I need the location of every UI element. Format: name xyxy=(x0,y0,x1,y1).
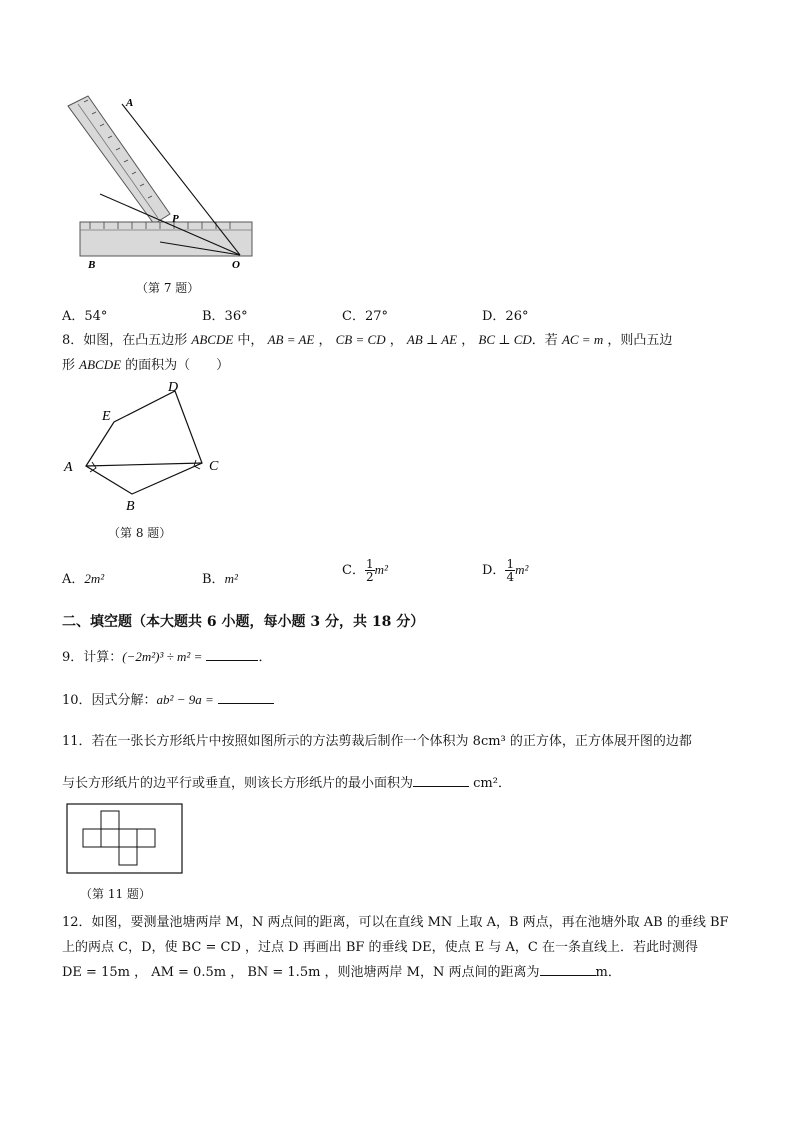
q8-line2: 形 ABCDE 的面积为（ ） xyxy=(62,357,230,373)
label-E: E xyxy=(102,409,111,424)
q8-figure xyxy=(62,376,232,516)
q12-line2: 上的两点 C，D，使 BC = CD ，过点 D 再画出 BF 的垂线 DE，使点 E 与 A，C 在一条直线上．若此时测得 xyxy=(62,940,698,955)
pentagon xyxy=(86,391,202,494)
label-C: C xyxy=(209,459,219,474)
cube-net xyxy=(83,811,155,865)
label-A: A xyxy=(64,460,73,475)
q8-option-d: D． $\frac{1}{4}$ m² xyxy=(482,557,529,584)
q8-caption: （第 8 题） xyxy=(108,526,172,540)
q9-answer-blank[interactable] xyxy=(206,648,258,661)
q7-option-c: C．27° xyxy=(342,309,388,324)
diagonal-AC xyxy=(86,463,202,466)
label-B: B xyxy=(88,259,96,271)
label-D: D xyxy=(168,380,179,395)
q7-figure xyxy=(60,92,260,272)
q11-line2: 与长方形纸片的边平行或垂直，则该长方形纸片的最小面积为 cm²． xyxy=(62,776,511,791)
q11-figure xyxy=(66,803,184,875)
q10-answer-blank[interactable] xyxy=(218,691,274,704)
q8-option-a: A．2m² xyxy=(62,571,105,587)
label-O: O xyxy=(232,259,240,271)
q7-option-b: B．36° xyxy=(202,309,248,324)
section-heading: 二、填空题（本大题共 6 小题，每小题 3 分，共 18 分） xyxy=(62,614,425,630)
q8-option-b: B．m² xyxy=(202,571,238,587)
right-angle-A xyxy=(90,462,96,472)
q12-answer-blank[interactable] xyxy=(540,963,596,976)
q12-line1: 12．如图，要测量池塘两岸 M，N 两点间的距离，可以在直线 MN 上取 A，B 两点，再在池塘外取 AB 的垂线 BF xyxy=(62,915,729,930)
label-A: A xyxy=(126,97,134,109)
q8-option-c: C． $\frac{1}{2}$ m² xyxy=(342,557,388,584)
q9-line: 9．计算：(−2m²)³ ÷ m² = ． xyxy=(62,649,272,665)
q10-line: 10．因式分解：ab² − 9a = xyxy=(62,689,274,708)
horizontal-ruler xyxy=(80,222,252,256)
q7-option-a: A．54° xyxy=(62,309,108,324)
q11-line1: 11．若在一张长方形纸片中按照如图所示的方法剪裁后制作一个体积为 8cm³ 的正方体，正方体展开图的边都 xyxy=(62,734,692,749)
slanted-ruler xyxy=(68,96,170,224)
q8-line1: 8．如图，在凸五边形 ABCDE 中， AB = AE ， CB = CD ， AB ⊥ AE ， BC ⊥ CD．若 AC = m ，则凸五边 xyxy=(62,332,673,348)
q11-answer-blank[interactable] xyxy=(413,774,469,787)
paper-rectangle xyxy=(67,804,182,873)
q12-line3: DE = 15m ， AM = 0.5m ， BN = 1.5m ，则池塘两岸 M，N 两点间的距离为 m． xyxy=(62,965,621,980)
q11-caption: （第 11 题） xyxy=(80,887,151,901)
q7-option-d: D．26° xyxy=(482,309,529,324)
label-B: B xyxy=(126,499,135,514)
label-P: P xyxy=(172,213,179,225)
q7-caption: （第 7 题） xyxy=(136,281,200,295)
